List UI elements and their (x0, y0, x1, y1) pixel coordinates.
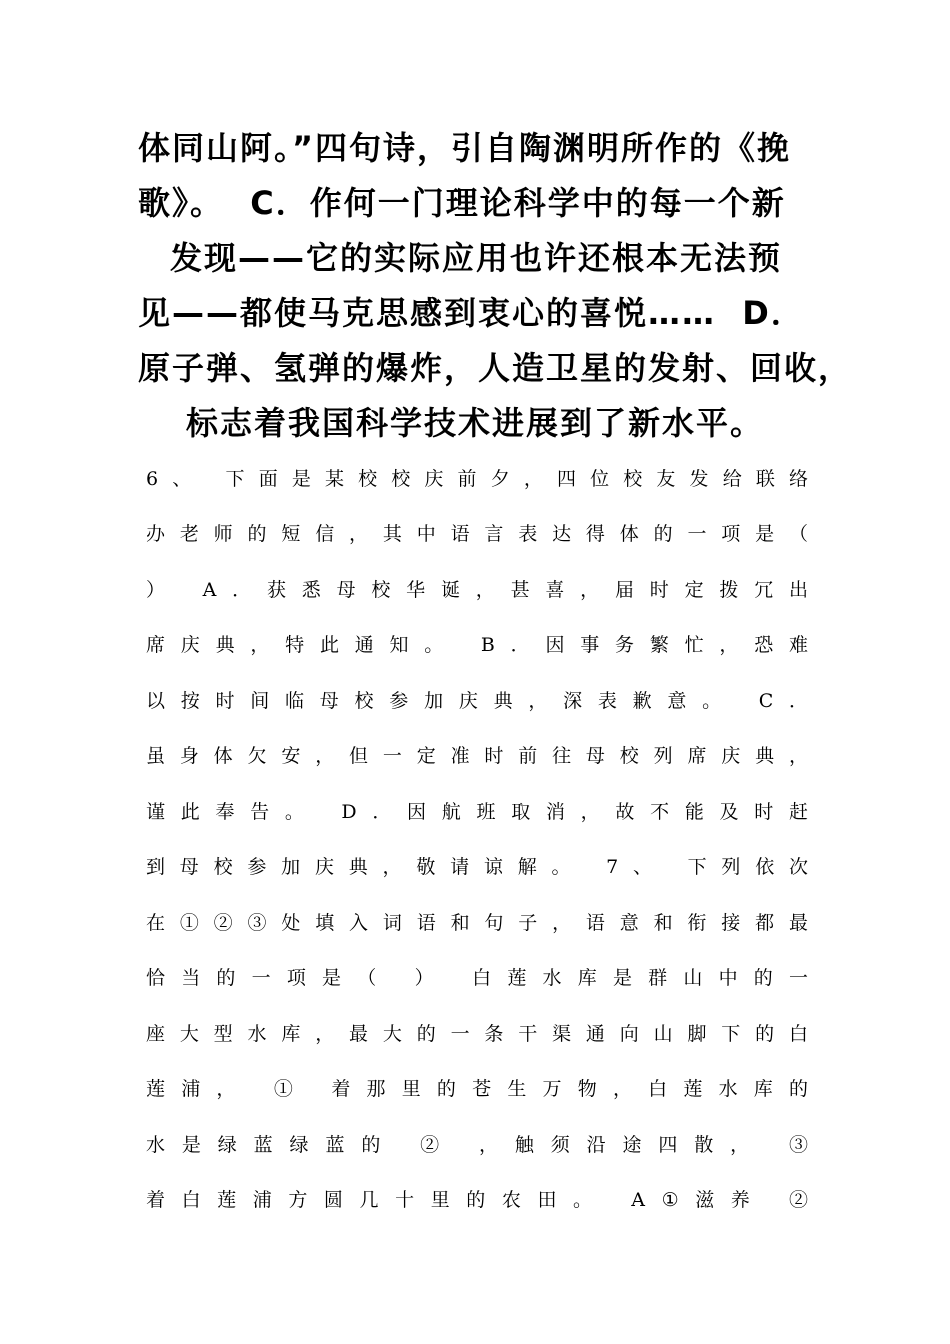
question-text-line: 莲浦， ① 着那里的苍生万物，白莲水库的 (146, 1078, 808, 1100)
body-text-line: 体同山阿。”四句诗，引自陶渊明所作的《挽 (138, 129, 792, 167)
body-text-line: 标志着我国科学技术进展到了新水平。 (186, 404, 765, 442)
question-text-line: 谨此奉告。 D．因航班取消，故不能及时赶 (146, 801, 808, 823)
question-text-line: 水是绿蓝绿蓝的 ② ，触须沿途四散， ③ (146, 1134, 808, 1156)
body-text-line: 见——都使马克思感到衷心的喜悦…… D． (138, 294, 805, 332)
question-text-line: 着白莲浦方圆几十里的农田。 A①滋养 ② (146, 1189, 808, 1211)
body-text-line: 歌》。 C．作何一门理论科学中的每一个新 (138, 184, 786, 222)
question-text-line: 到母校参加庆典，敬请谅解。 7、 下列依次 (146, 856, 808, 878)
question-text-line: 恰当的一项是（ ） 白莲水库是群山中的一 (146, 967, 808, 989)
question-text-line: 6、 下面是某校校庆前夕，四位校友发给联络 (146, 468, 808, 490)
question-text-line: 以按时间临母校参加庆典，深表歉意。 C． (146, 690, 808, 712)
question-text-line: 座大型水库，最大的一条干渠通向山脚下的白 (146, 1023, 808, 1045)
question-text-line: 办老师的短信，其中语言表达得体的一项是（ (146, 523, 808, 545)
body-text-line: 发现——它的实际应用也许还根本无法预 (170, 239, 783, 277)
question-text-line: 在①②③处填入词语和句子，语意和衔接都最 (146, 912, 808, 934)
question-text-line: ） A．获悉母校华诞，甚喜，届时定拨冗出 (146, 579, 808, 601)
question-text-line: 席庆典，特此通知。 B．因事务繁忙，恐难 (146, 634, 808, 656)
body-text-line: 原子弹、氢弹的爆炸，人造卫星的发射、回收， (138, 349, 853, 387)
question-text-line: 虽身体欠安，但一定准时前往母校列席庆典， (146, 745, 808, 767)
